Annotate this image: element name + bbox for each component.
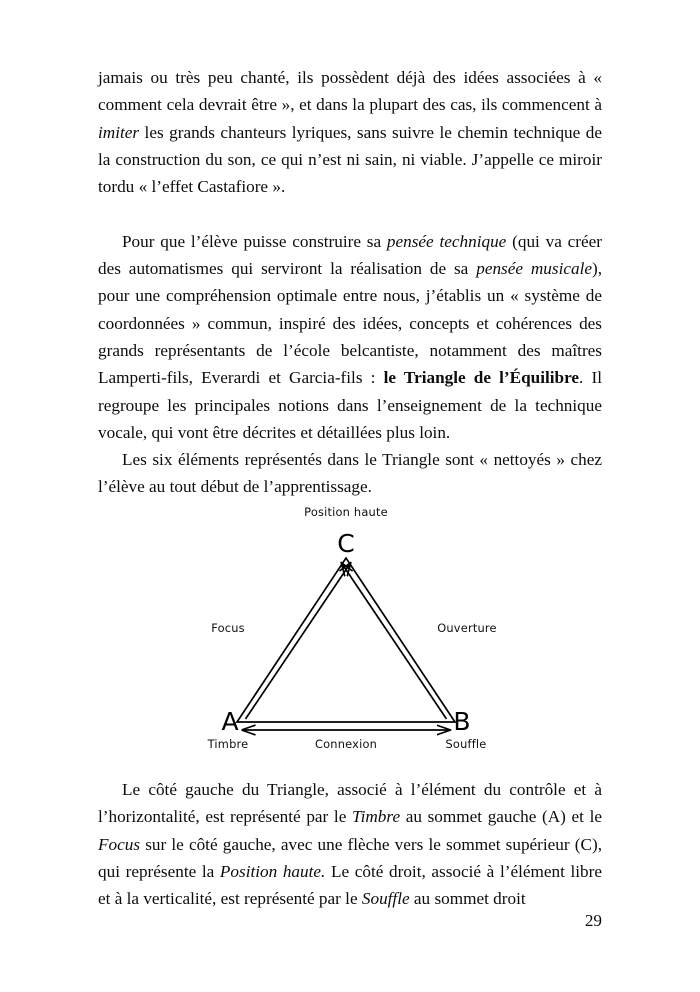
triangle-diagram	[180, 500, 520, 762]
p1-run-2: les grands chanteurs lyriques, sans suivre le chemin technique de la construction du son, ce qui n’est ni sain, ni viable. J’appelle ce miroir tordu « l’effet Castafiore ».	[98, 122, 602, 197]
p4-run-1-italic: Timbre	[352, 807, 401, 827]
vertex-label-a: A	[221, 707, 239, 736]
text-column	[98, 64, 602, 501]
p3-run-0: Les six éléments représentés dans le Triangle sont « nettoyés » chez l’élève au tout début de l’apprentissage.	[98, 450, 602, 497]
p1-run-0: jamais ou très peu chanté, ils possèdent déjà des idées associées à « comment cela devrait être », et dans la plupart des cas, ils commencent à	[98, 68, 602, 115]
arrow-right-ouverture	[342, 563, 447, 719]
label-focus: Focus	[211, 621, 245, 635]
paragraph-3	[98, 446, 602, 501]
arrow-left-focus	[246, 563, 351, 719]
p2-run-6: . Il regroupe les principales notions dans l’enseignement de la technique vocale, qui vont être décrites et détaillées plus loin.	[98, 368, 603, 442]
paragraph-spacer-1	[98, 200, 602, 227]
p4-run-4: sur le côté gauche, avec une flèche vers le sommet supérieur (C), qui représente la	[98, 834, 602, 881]
p4-run-6: Le côté droit, associé à l’élément libre et à la verticalité, est représenté par le	[98, 861, 602, 909]
paragraph-1	[98, 64, 602, 200]
vertex-label-c: C	[337, 529, 355, 558]
vertex-label-b: B	[453, 707, 471, 736]
p2-run-3-italic: pensée musicale	[476, 259, 592, 279]
p4-run-5-italic: Position haute.	[219, 861, 326, 881]
label-souffle: Souffle	[445, 737, 487, 751]
p4-run-3-italic: Focus	[98, 834, 141, 854]
p1-run-1-italic: imiter	[98, 122, 140, 142]
p2-run-1-italic: pensée technique	[386, 231, 507, 251]
paragraph-4	[98, 776, 602, 912]
text-column-lower	[98, 776, 602, 912]
label-position-haute: Position haute	[304, 505, 388, 519]
triangle-diagram-svg	[180, 500, 520, 762]
label-ouverture: Ouverture	[437, 621, 497, 635]
page-number: 29	[584, 911, 602, 930]
p2-run-5-bold: le Triangle de l’Équilibre	[383, 368, 580, 388]
p2-run-4: ), pour une compréhension optimale entre nous, j’établis un « système de coordonnées » commun, inspiré des idées, concepts et cohérences des grands représentants de l’école belcantiste, notamment des maîtres Lamperti-fils, Everardi et Garcia-fils :	[98, 259, 603, 388]
p2-run-0: Pour que l’élève puisse construire sa	[122, 231, 387, 251]
p2-run-2: (qui va créer des automatismes qui serviront la réalisation de sa	[98, 231, 602, 279]
paragraph-2	[98, 228, 602, 446]
p4-run-7-italic: Souffle	[361, 889, 410, 909]
label-connexion: Connexion	[314, 737, 378, 751]
label-timbre: Timbre	[207, 737, 249, 751]
triangle-outline	[237, 558, 455, 722]
p4-run-8: au sommet droit	[409, 889, 526, 909]
p4-run-0: Le côté gauche du Triangle, associé à l’élément du contrôle et à l’horizontalité, est représenté par le	[98, 780, 602, 827]
p4-run-2: au sommet gauche (A) et le	[400, 807, 602, 827]
